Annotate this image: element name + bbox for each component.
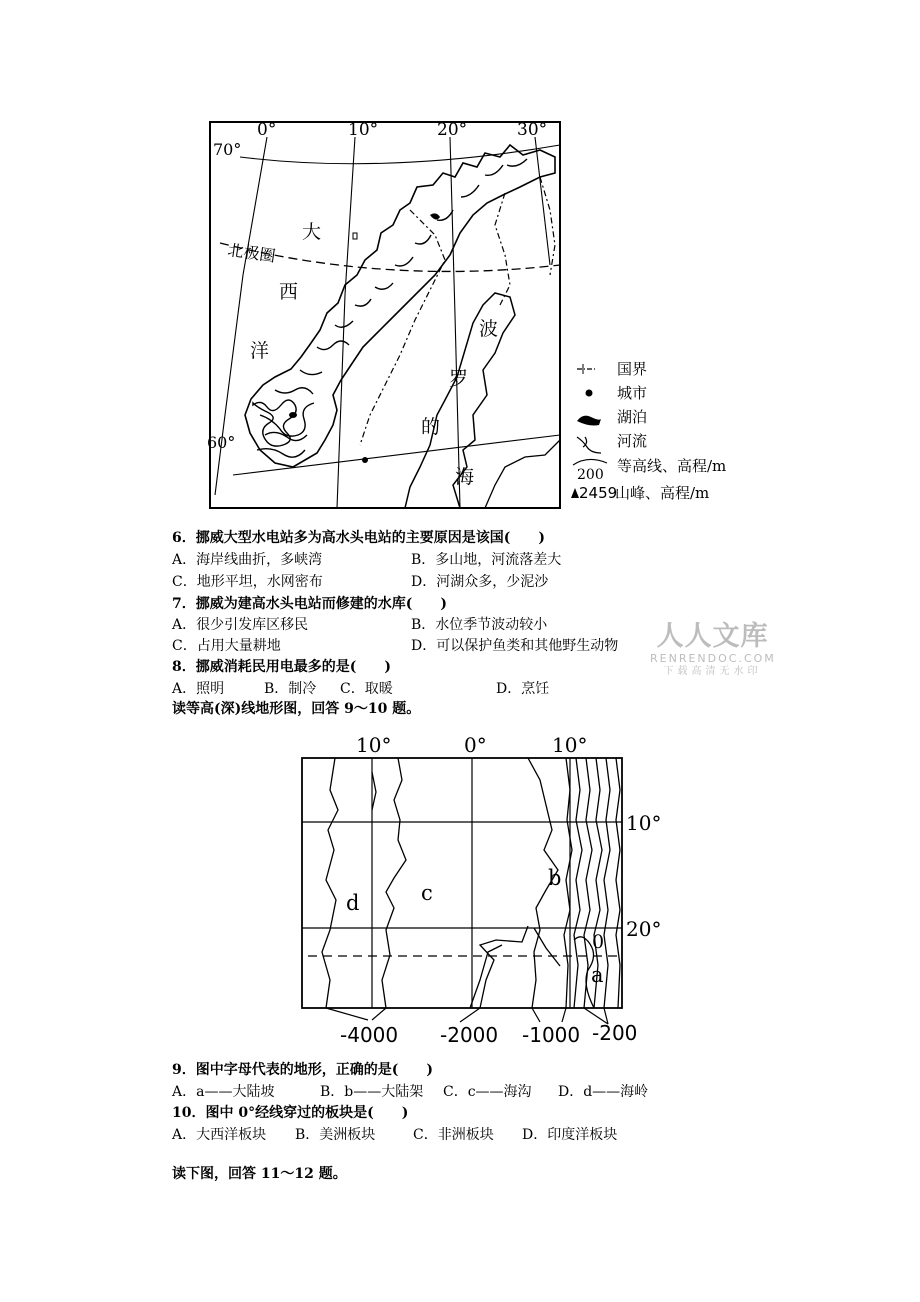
q9-option-a: A．a——大陆坡	[172, 1084, 275, 1100]
lon-label-0: 0°	[257, 120, 277, 140]
ocean-char: 大	[302, 221, 322, 243]
map-frame	[210, 122, 560, 508]
legend-label: 城市	[617, 384, 648, 402]
q7-option-c: C．占用大量耕地	[172, 638, 281, 654]
baltic-char: 的	[421, 416, 441, 438]
ocean-char: 西	[279, 281, 299, 303]
q9-option-c: C．c——海沟	[443, 1084, 532, 1100]
city-dot	[362, 457, 368, 463]
legend-label: 山峰、高程/m	[615, 484, 710, 502]
baltic-char: 海	[455, 466, 475, 488]
city-dot	[289, 412, 297, 418]
question-6-stem: 6．挪威大型水电站多为高水头电站的主要原因是该国( )	[172, 530, 545, 546]
lake-legend-icon	[577, 416, 601, 426]
letter-c: c	[421, 881, 433, 905]
question-10-stem: 10．图中 0°经线穿过的板块是( )	[172, 1105, 409, 1121]
lake-shape	[430, 213, 440, 219]
question-8-stem: 8．挪威消耗民用电最多的是( )	[172, 659, 391, 675]
question-7-stem: 7．挪威为建高水头电站而修建的水库( )	[172, 596, 447, 612]
map-legend	[571, 360, 726, 502]
watermark	[650, 622, 775, 678]
q6-option-d: D．河湖众多，少泥沙	[411, 574, 549, 590]
parallel-70	[240, 145, 560, 164]
norway-map	[205, 115, 765, 515]
baltic-char: 罗	[449, 368, 469, 390]
right-lat-label-20: 20°	[626, 917, 662, 941]
peak-legend-icon	[571, 488, 579, 498]
lat-label-70: 70°	[213, 140, 242, 159]
top-lon-label-10w: 10°	[356, 733, 392, 757]
top-lon-label-10e: 10°	[552, 733, 588, 757]
leader-lines	[326, 1008, 608, 1024]
letter-zero: 0	[592, 931, 605, 953]
border-legend-icon	[577, 364, 597, 374]
depth-contours	[322, 758, 620, 1008]
q10-option-b: B．美洲板块	[295, 1127, 376, 1143]
q9-option-b: B．b——大陆架	[320, 1084, 424, 1100]
letter-b: b	[548, 866, 562, 890]
depth-contour-map	[290, 730, 662, 1050]
q8-option-c: C．取暖	[340, 681, 393, 697]
norway-land	[245, 145, 555, 467]
map2-labels	[340, 733, 661, 1047]
depth-label-1000: -1000	[522, 1023, 581, 1047]
letter-a: a	[591, 963, 604, 987]
q8-option-a: A．照明	[172, 681, 225, 697]
intro-11-12: 读下图，回答 11～12 题。	[172, 1166, 347, 1182]
finland-south-coast	[485, 440, 560, 508]
lake-shape	[353, 233, 357, 239]
question-9-stem: 9．图中字母代表的地形，正确的是( )	[172, 1062, 433, 1078]
ocean-char: 洋	[250, 340, 270, 362]
q10-option-a: A．大西洋板块	[172, 1127, 267, 1143]
depth-label-4000: -4000	[340, 1023, 399, 1047]
top-lon-label-0: 0°	[464, 733, 487, 757]
city-legend-icon	[586, 390, 593, 397]
depth-label-2000: -2000	[440, 1023, 499, 1047]
border-finland	[495, 193, 510, 305]
q6-option-b: B．多山地，河流落差大	[411, 552, 562, 568]
watermark-title: 人人文库	[656, 621, 769, 652]
q6-option-a: A．海岸线曲折，多峡湾	[172, 552, 323, 568]
q7-option-d: D．可以保护鱼类和其他野生动物	[411, 638, 619, 654]
arctic-circle-label: 北极圈	[226, 240, 277, 266]
q7-option-a: A．很少引发库区移民	[172, 617, 309, 633]
q10-option-c: C．非洲板块	[413, 1127, 494, 1143]
norway-map-svg	[205, 115, 765, 515]
q7-option-b: B．水位季节波动较小	[411, 617, 548, 633]
border-russia	[540, 177, 555, 275]
legend-label: 国界	[617, 360, 648, 378]
depth-label-200: -200	[592, 1021, 638, 1045]
river-legend-icon	[577, 437, 601, 453]
lon-label-10: 10°	[348, 120, 379, 140]
border-sweden	[360, 210, 445, 445]
q6-option-c: C．地形平坦，水网密布	[172, 574, 323, 590]
q8-option-d: D．烹饪	[496, 681, 550, 697]
right-lat-label-10: 10°	[626, 811, 662, 835]
legend-label: 湖泊	[617, 408, 648, 426]
legend-label: 等高线、高程/m	[617, 457, 727, 475]
meridians	[215, 137, 550, 508]
map1-labels	[207, 120, 547, 488]
lat-label-60: 60°	[207, 433, 236, 452]
contour-legend-icon	[573, 459, 607, 465]
q10-option-d: D．印度洋板块	[522, 1127, 618, 1143]
lon-label-20: 20°	[437, 120, 468, 140]
contour-legend-value: 200	[577, 467, 604, 483]
watermark-slogan: 下载高清无水印	[663, 666, 762, 677]
lon-label-30: 30°	[517, 120, 548, 140]
depth-contour-map-svg	[290, 730, 662, 1050]
legend-label: 河流	[617, 432, 648, 450]
q8-option-b: B．制冷	[264, 681, 317, 697]
baltic-char: 波	[479, 318, 499, 340]
peak-legend-value: 2459	[579, 484, 618, 502]
letter-d: d	[346, 891, 360, 915]
map2-frame	[302, 758, 622, 1008]
intro-9-10: 读等高(深)线地形图，回答 9～10 题。	[172, 701, 421, 717]
q9-option-d: D．d——海岭	[558, 1084, 649, 1100]
parallel-60	[233, 435, 560, 475]
watermark-domain: RENRENDOC.COM	[650, 652, 776, 665]
map2-grid	[302, 758, 622, 1008]
